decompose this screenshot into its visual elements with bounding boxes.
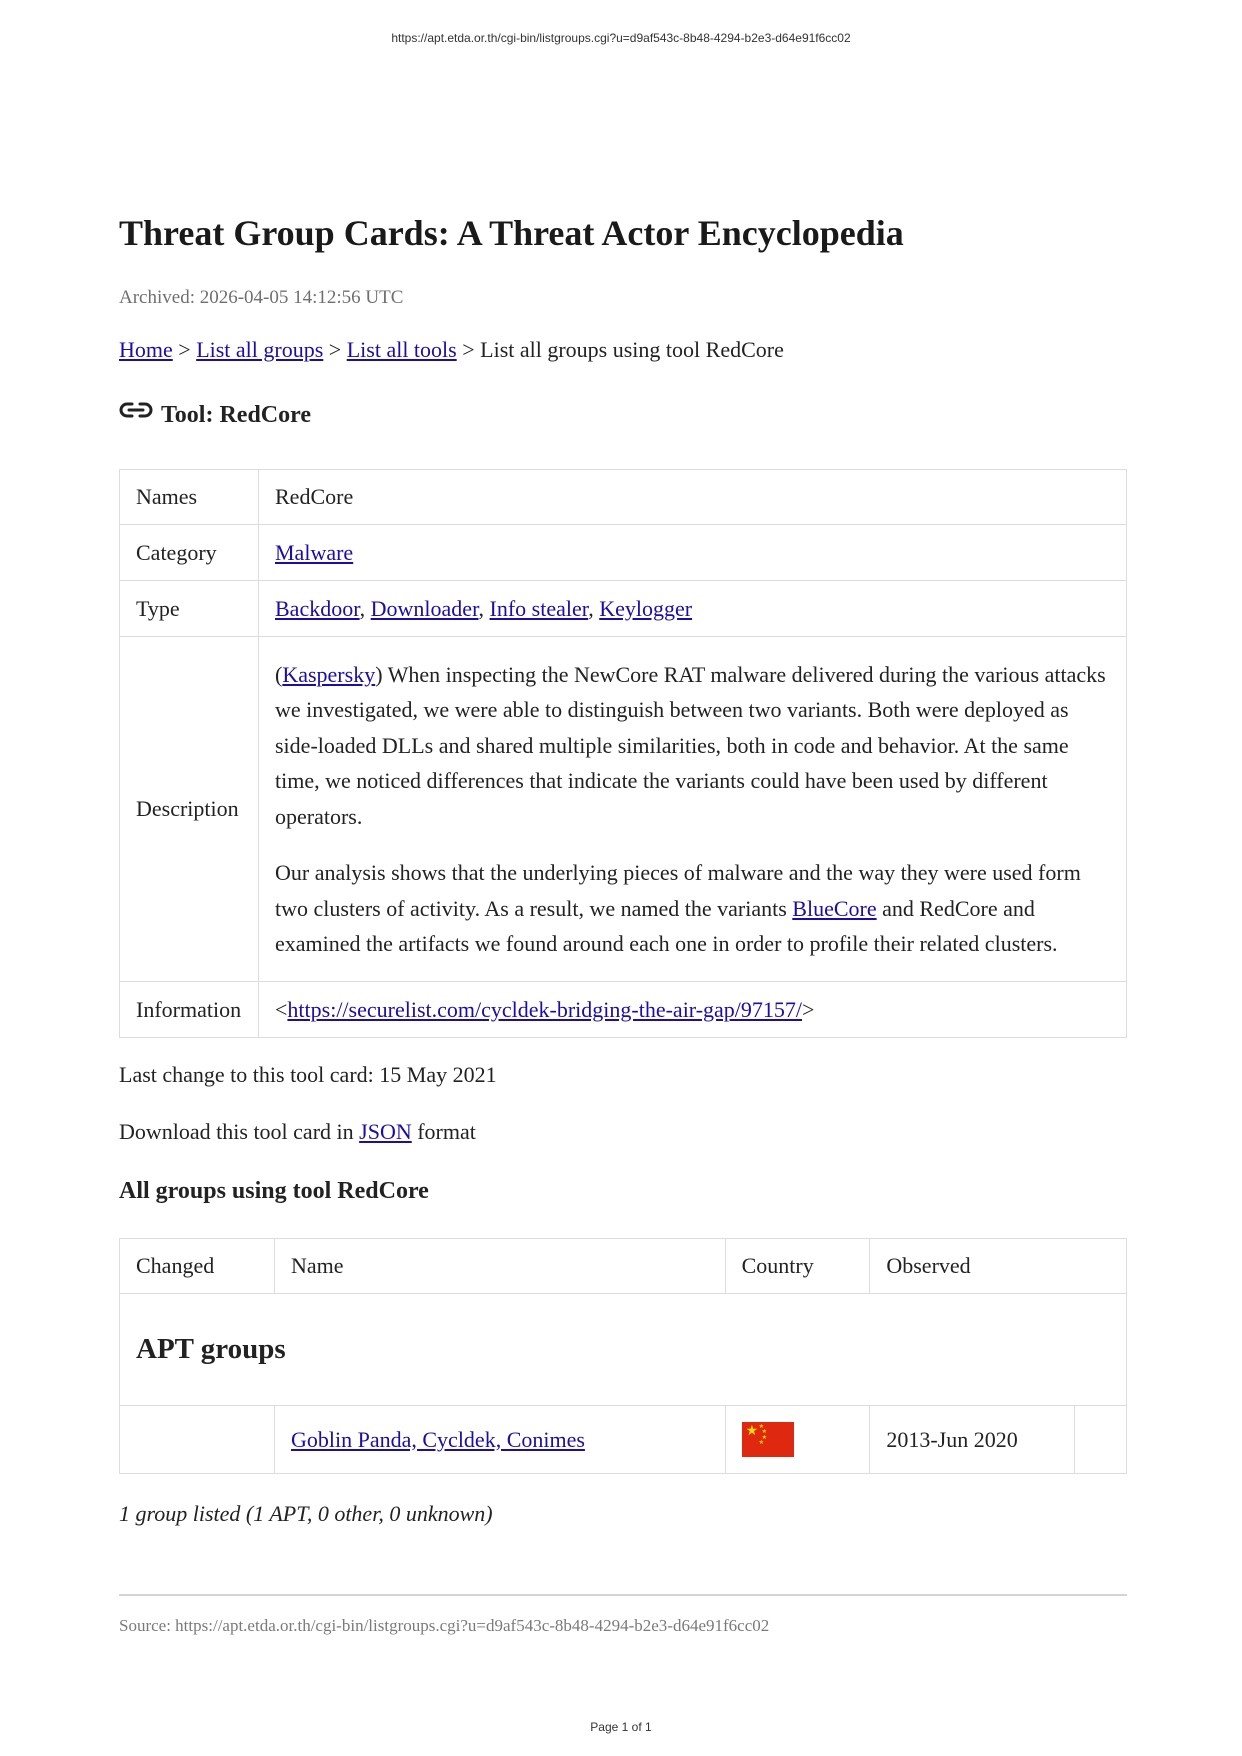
page-number: Page 1 of 1 xyxy=(590,1720,652,1734)
tool-heading xyxy=(119,400,311,429)
table-row xyxy=(120,581,1127,637)
changed-cell xyxy=(120,1406,275,1474)
description-open-paren: ( xyxy=(275,661,283,687)
type-separator: , xyxy=(588,595,600,621)
description-paragraph-2 xyxy=(275,855,1110,962)
column-header-observed: Observed xyxy=(870,1239,1127,1294)
type-label: Type xyxy=(120,581,259,637)
type-link-downloader[interactable]: Downloader xyxy=(370,595,479,621)
breadcrumb-home-link[interactable]: Home xyxy=(119,337,173,362)
name-cell xyxy=(275,1406,726,1474)
json-download-link[interactable]: JSON xyxy=(359,1119,412,1144)
type-separator: , xyxy=(478,595,490,621)
last-change-text: Last change to this tool card: 15 May 2021 xyxy=(119,1062,497,1087)
section-row xyxy=(120,1294,1127,1406)
breadcrumb-separator: > xyxy=(462,337,475,362)
section-title-apt-groups: APT groups xyxy=(136,1333,286,1365)
page-title: Threat Group Cards: A Threat Actor Encyclopedia xyxy=(119,213,904,253)
archived-timestamp: Archived: 2026-04-05 14:12:56 UTC xyxy=(119,287,404,308)
description-p1-text: ) When inspecting the NewCore RAT malware delivered during the various attacks we investigated, we were able to distinguish between two variants. Both were deployed as side-loaded DLLs and shared multiple similarities, both in code and behavior. At the same time, we noticed differences that indicate the variants could have been used by different operators. xyxy=(275,661,1106,829)
download-text-after: format xyxy=(411,1119,476,1144)
description-paragraph-1 xyxy=(275,657,1110,835)
names-value: RedCore xyxy=(259,470,1127,525)
column-header-changed: Changed xyxy=(120,1239,275,1294)
description-p2-text-after: and RedCore and examined the artifacts we found around each one in order to profile their related clusters. xyxy=(275,895,1058,956)
table-row xyxy=(120,525,1127,581)
description-cell xyxy=(259,637,1127,982)
category-link-malware[interactable]: Malware xyxy=(275,539,354,565)
groups-summary: 1 group listed (1 APT, 0 other, 0 unknown) xyxy=(119,1501,493,1526)
names-label: Names xyxy=(120,470,259,525)
type-cell xyxy=(259,581,1127,637)
information-url-link[interactable]: https://securelist.com/cycldek-bridging-the-air-gap/97157/ xyxy=(287,996,803,1022)
type-link-info-stealer[interactable]: Info stealer xyxy=(489,595,589,621)
print-header-url: https://apt.etda.or.th/cgi-bin/listgroups.cgi?u=d9af543c-8b48-4294-b2e3-d64e91f6cc02 xyxy=(391,31,851,45)
download-text xyxy=(119,1119,476,1145)
breadcrumb-list-tools-link[interactable]: List all tools xyxy=(346,337,457,362)
category-cell xyxy=(259,525,1127,581)
type-separator: , xyxy=(359,595,371,621)
information-gt: > xyxy=(802,996,815,1022)
tool-heading-text: Tool: RedCore xyxy=(161,402,311,428)
category-label: Category xyxy=(120,525,259,581)
table-row xyxy=(120,637,1127,982)
breadcrumb-current: List all groups using tool RedCore xyxy=(480,337,784,362)
source-url: Source: https://apt.etda.or.th/cgi-bin/listgroups.cgi?u=d9af543c-8b48-4294-b2e3-d64e91f6cc02 xyxy=(119,1616,770,1635)
groups-table xyxy=(119,1238,1127,1474)
type-link-backdoor[interactable]: Backdoor xyxy=(275,595,360,621)
country-cell xyxy=(725,1406,870,1474)
bluecore-link[interactable]: BlueCore xyxy=(792,895,877,921)
breadcrumb xyxy=(119,337,784,363)
groups-heading: All groups using tool RedCore xyxy=(119,1178,429,1204)
description-p2-text-before: Our analysis shows that the underlying pieces of malware and the way they were used form two clusters of activity. As a result, we named the variants xyxy=(275,860,1081,921)
link-icon xyxy=(119,400,153,429)
kaspersky-source-link[interactable]: Kaspersky xyxy=(282,661,376,687)
table-row xyxy=(120,982,1127,1038)
type-link-keylogger[interactable]: Keylogger xyxy=(599,595,693,621)
description-label: Description xyxy=(120,637,259,982)
breadcrumb-separator: > xyxy=(178,337,191,362)
breadcrumb-separator: > xyxy=(328,337,342,362)
divider xyxy=(119,1594,1127,1596)
table-header-row xyxy=(120,1239,1127,1294)
group-link-goblin-panda[interactable]: Goblin Panda, Cycldek, Conimes xyxy=(291,1426,585,1452)
table-row xyxy=(120,470,1127,525)
observed-cell: 2013-Jun 2020 xyxy=(870,1406,1074,1474)
breadcrumb-list-groups-link[interactable]: List all groups xyxy=(196,337,324,362)
table-row xyxy=(120,1406,1127,1474)
information-lt: < xyxy=(275,996,288,1022)
china-flag-icon: ★ ★ ★ ★ ★ xyxy=(742,1422,794,1457)
extra-cell xyxy=(1074,1406,1126,1474)
download-text-before: Download this tool card in xyxy=(119,1119,360,1144)
section-cell xyxy=(120,1294,1127,1406)
tool-card-table xyxy=(119,469,1127,1038)
column-header-name: Name xyxy=(275,1239,726,1294)
information-label: Information xyxy=(120,982,259,1038)
column-header-country: Country xyxy=(725,1239,870,1294)
information-cell xyxy=(259,982,1127,1038)
